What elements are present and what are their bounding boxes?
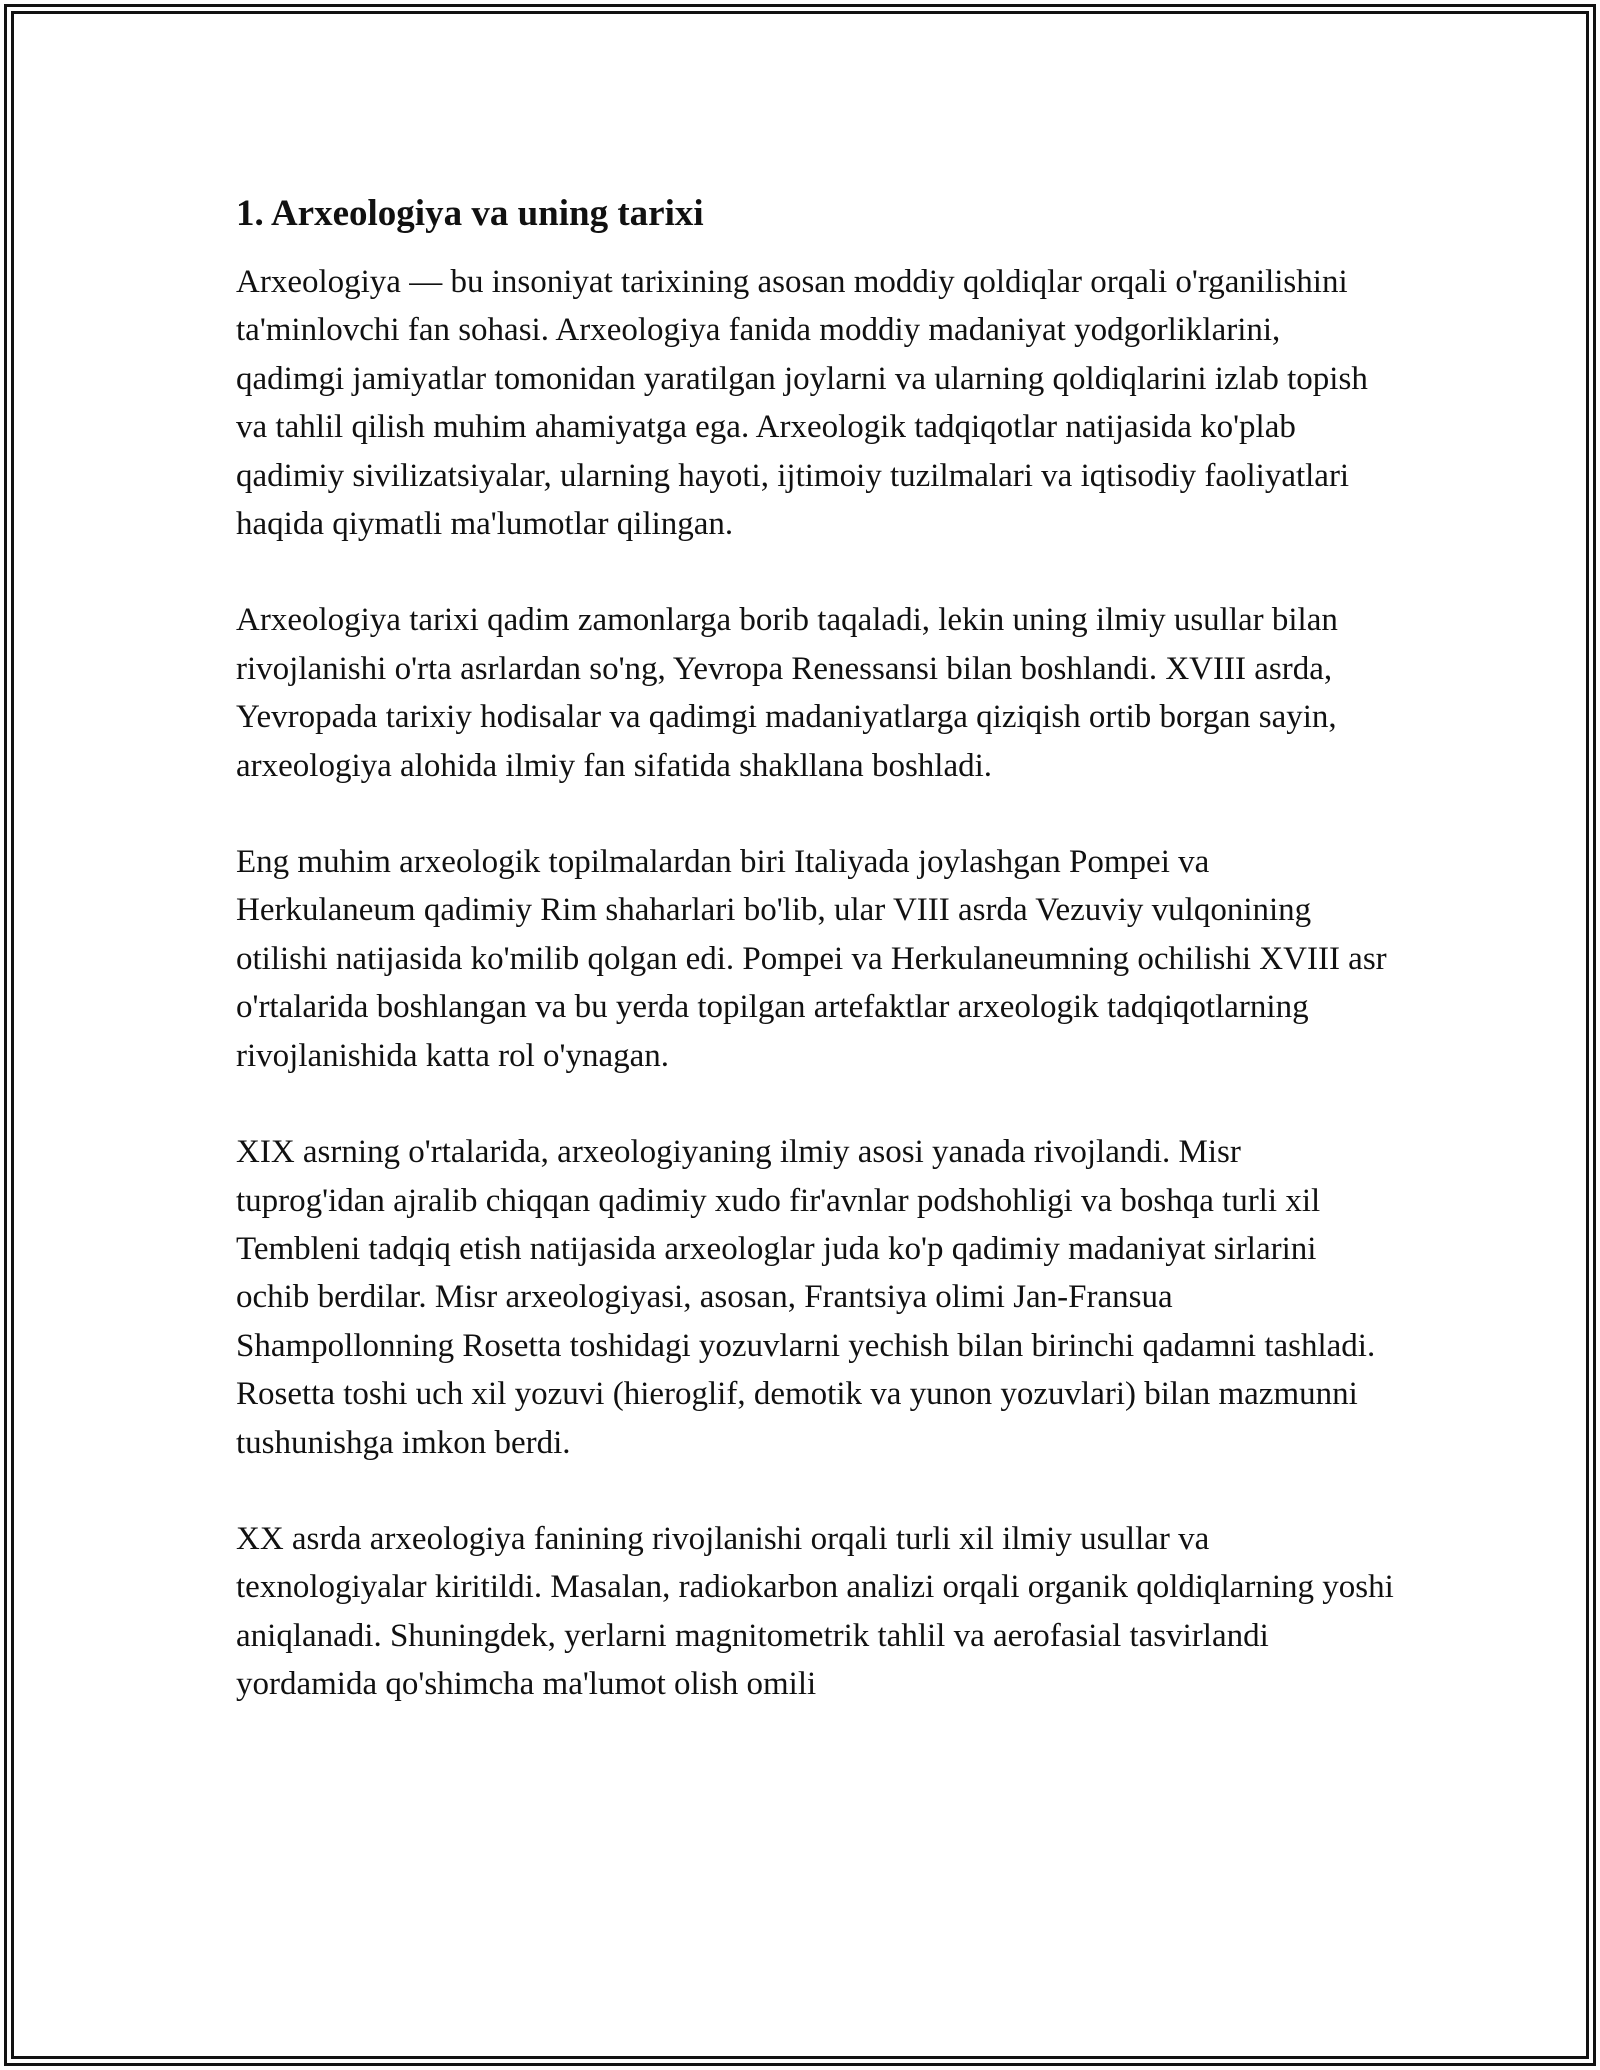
paragraph-4: XIX asrning o'rtalarida, arxeologiyaning ilmiy asosi yanada rivojlandi. Misr tuprog'idan ajralib chiqqan qadimiy xudo fir'avnlar podshohligi va boshqa turli xil Tembleni tadqiq etish natijasida arxeologlar juda ko'p qadimiy madaniyat sirlarini ochib berdilar. Misr arxeologiyasi, asosan, Frantsiya olimi Jan-Fransua Shampollonning Rosetta toshidagi yozuvlarni yechish bilan birinchi qadamni tashladi. Rosetta toshi uch xil yozuvi (hieroglif, demotik va yunon yozuvlari) bilan mazmunni tushunishga imkon berdi. <box>236 1134 1376 1461</box>
section-title: 1. Arxeologiya va uning tarixi <box>236 193 704 234</box>
paragraph-1: Arxeologiya — bu insoniyat tarixining asosan moddiy qoldiqlar orqali o'rganilishini ta'minlovchi fan sohasi. Arxeologiya fanida moddiy madaniyat yodgorliklarini, qadimgi jamiyatlar tomonidan yaratilgan joylarni va ularning qoldiqlarini izlab topish va tahlil qilish muhim ahamiyatga ega. Arxeologik tadqiqotlar natijasida ko'plab qadimiy sivilizatsiyalar, ularning hayoti, ijtimoiy tuzilmalari va iqtisodiy faoliyatlari haqida qiymatli ma'lumotlar qilingan. <box>236 264 1368 543</box>
paragraph-3: Eng muhim arxeologik topilmalardan biri Italiyada joylashgan Pompei va Herkulaneum qadimiy Rim shaharlari bo'lib, ular VIII asrda Vezuviy vulqonining otilishi natijasida ko'milib qolgan edi. Pompei va Herkulaneumning ochilishi XVIII asr o'rtalarida boshlangan va bu yerda topilgan artefaktlar arxeologik tadqiqotlarning rivojlanishida katta rol o'ynagan. <box>236 844 1387 1074</box>
document-body <box>236 186 1396 1757</box>
paragraph-2: Arxeologiya tarixi qadim zamonlarga borib taqaladi, lekin uning ilmiy usullar bilan rivojlanishi o'rta asrlardan so'ng, Yevropa Renessansi bilan boshlandi. XVIII asrda, Yevropada tarixiy hodisalar va qadimgi madaniyatlarga qiziqish ortib borgan sayin, arxeologiya alohida ilmiy fan sifatida shakllana boshladi. <box>236 602 1338 784</box>
paragraph-5: XX asrda arxeologiya fanining rivojlanishi orqali turli xil ilmiy usullar va texnologiyalar kiritildi. Masalan, radiokarbon analizi orqali organik qoldiqlarning yoshi aniqlanadi. Shuningdek, yerlarni magnitometrik tahlil va aerofasial tasvirlandi yordamida qo'shimcha ma'lumot olish omili <box>236 1520 1394 1703</box>
